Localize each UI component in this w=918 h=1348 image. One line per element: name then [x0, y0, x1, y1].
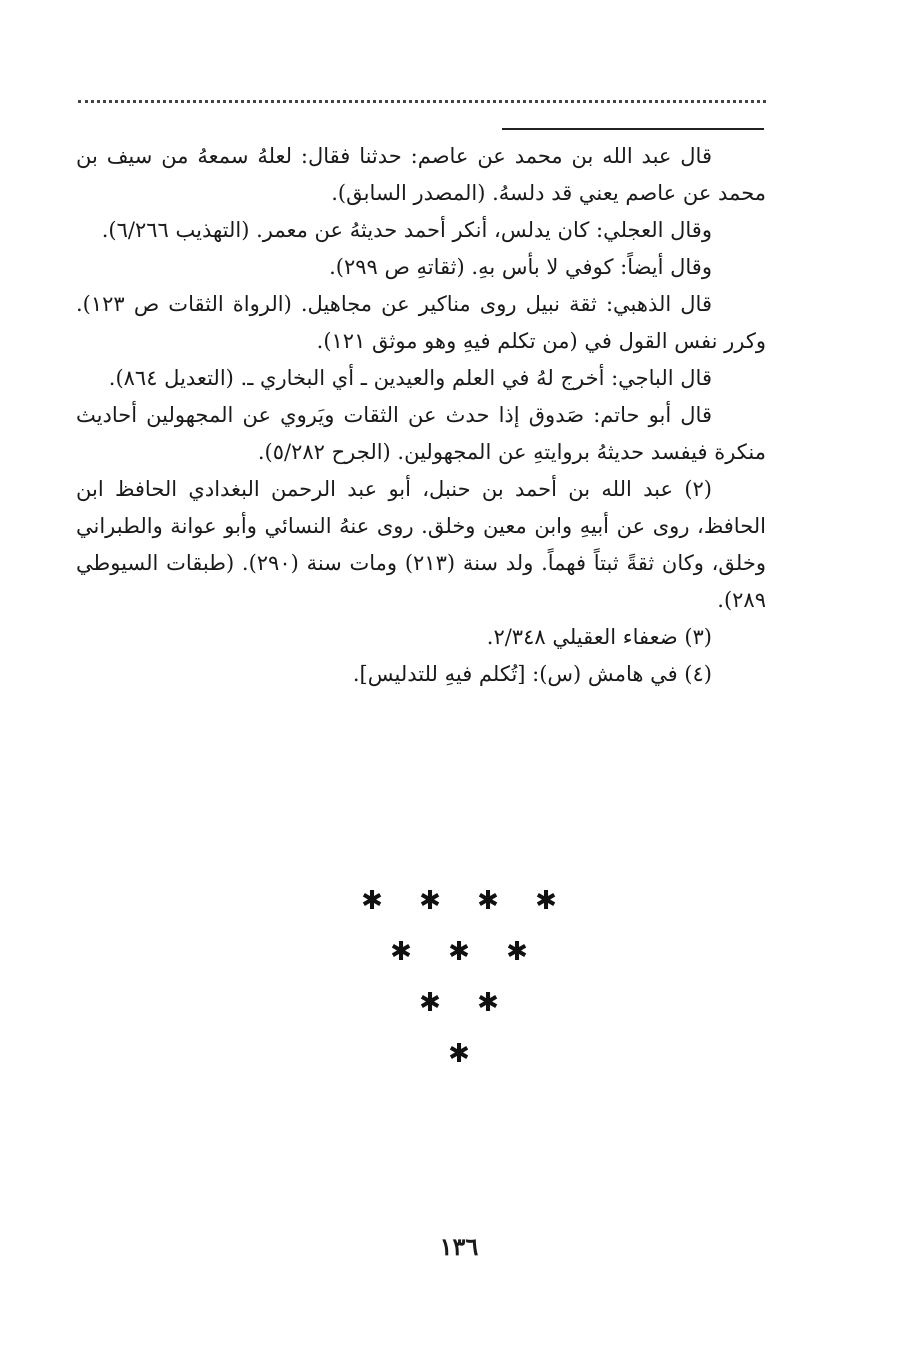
- footnote-paragraph: قال الذهبي: ثقة نبيل روى مناكير عن مجاهيل. (الرواة الثقات ص ١٢٣). وكرر نفس القول في (من تكلم فيهِ وهو موثق ١٢١).: [76, 292, 766, 353]
- footnotes-block: [76, 138, 766, 693]
- page-number: ١٣٦: [439, 1232, 479, 1261]
- footnote-rule: [502, 128, 764, 130]
- footnote-paragraph: (٤) في هامش (س): [تُكلم فيهِ للتدليس].: [352, 662, 712, 686]
- asterism-row: [0, 876, 918, 927]
- asterism-ornament: [0, 876, 918, 1080]
- footnote-paragraph: قال أبو حاتم: صَدوق إذا حدث عن الثقات ويَروي عن المجهولين أحاديث منكرة فيفسد حديثهُ بروايتهِ عن المجهولين. (الجرح ٥/٢٨٢).: [76, 403, 766, 464]
- footnote-paragraph: قال عبد الله بن محمد عن عاصم: حدثنا فقال: لعلهُ سمعهُ من سيف بن محمد عن عاصم يعني قد دلسهُ. (المصدر السابق).: [76, 144, 766, 205]
- asterism-row: [0, 1029, 918, 1080]
- asterisk-icon: ✱: [419, 988, 441, 1018]
- footnote-paragraph: (٢) عبد الله بن أحمد بن حنبل، أبو عبد الرحمن البغدادي الحافظ ابن الحافظ، روى عن أبيهِ وابن معين وخلق. روى عنهُ النسائي وأبو عوانة والطبراني وخلق، وكان ثقةً ثبتاً فهماً. ولد سنة (٢١٣) ومات سنة (٢٩٠). (طبقات السيوطي ٢٨٩).: [76, 477, 766, 612]
- asterisk-icon: ✱: [390, 937, 412, 967]
- asterisk-icon: ✱: [448, 937, 470, 967]
- asterisk-icon: ✱: [448, 1039, 470, 1069]
- asterism-row: [0, 927, 918, 978]
- asterisk-icon: ✱: [535, 886, 557, 916]
- asterisk-icon: ✱: [477, 886, 499, 916]
- dotted-separator: [78, 100, 766, 103]
- footnote-paragraph: قال الباجي: أخرج لهُ في العلم والعيدين ـ أي البخاري ـ. (التعديل ٨٦٤).: [108, 366, 712, 390]
- asterism-row: [0, 978, 918, 1029]
- footnote-paragraph: وقال أيضاً: كوفي لا بأس بهِ. (ثقاتهِ ص ٢٩٩).: [329, 255, 712, 279]
- asterisk-icon: ✱: [477, 988, 499, 1018]
- asterisk-icon: ✱: [361, 886, 383, 916]
- asterisk-icon: ✱: [419, 886, 441, 916]
- footnote-paragraph: (٣) ضعفاء العقيلي ٢/٣٤٨.: [486, 625, 712, 649]
- footnote-paragraph: وقال العجلي: كان يدلس، أنكر أحمد حديثهُ عن معمر. (التهذيب ٦/٢٦٦).: [101, 218, 712, 242]
- asterisk-icon: ✱: [506, 937, 528, 967]
